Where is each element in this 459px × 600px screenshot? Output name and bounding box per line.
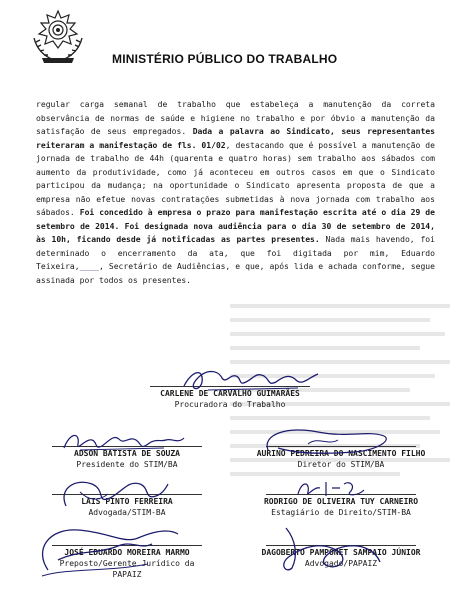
letterhead xyxy=(24,8,444,68)
signatory-name: LAIS PINTO FERREIRA xyxy=(81,497,173,506)
signatory-role: Presidente do STIM/BA xyxy=(76,460,178,469)
signature-block-aurino xyxy=(236,446,446,470)
signature-line xyxy=(266,494,416,495)
signature-block-lais xyxy=(22,494,232,518)
paragraph-segment: , destacando que é possível a manutenção de jornada de trabalho de 44h (quarenta e quatro horas) sem trabalho aos sábados com aumento da produtividade, como já aconteceu em outros casos em que o Sindicato participou da mudança; na oportunidade o Sindicato apresenta proposta de que a empresa não efetue novas contratações submetidas à nova jornada com trabalho aos sábados. xyxy=(36,140,435,217)
signature-line xyxy=(52,446,202,447)
coat-of-arms-seal-icon xyxy=(24,8,92,66)
signature-block-dagoberto xyxy=(236,545,446,569)
signature-block-adson xyxy=(22,446,232,470)
signatory-role: Estagiário de Direito/STIM-BA xyxy=(271,508,411,517)
signatory-name: RODRIGO DE OLIVEIRA TUY CARNEIRO xyxy=(263,497,419,506)
signatory-name: AURINO PEDREIRA DO NASCIMENTO FILHO xyxy=(256,449,426,458)
signature-block-procuradora xyxy=(60,386,400,410)
signatory-role-company: PAPAIZ xyxy=(112,570,142,579)
signature-line xyxy=(52,494,202,495)
signatory-role: Advogado/PAPAIZ xyxy=(304,559,378,568)
signatory-name: DAGOBERTO PAMPONET SAMPAIO JÚNIOR xyxy=(261,548,421,557)
signature-block-jose xyxy=(22,545,232,580)
paragraph-bold-segment: Dada a palavra ao Sindicato, seus representantes reiteraram a manifestação de fls. 01/02 xyxy=(36,127,436,150)
signature-line xyxy=(150,386,310,387)
inline-initials: ____ xyxy=(79,262,99,271)
signatory-role: Advogada/STIM-BA xyxy=(88,508,166,517)
paragraph-segment: Nada mais havendo, foi determinado o encerramento da ata, que foi digitada por mim, Eduardo Teixeira, xyxy=(36,235,435,271)
minutes-body xyxy=(36,98,435,287)
signatory-role: Preposto/Gerente Jurídico da xyxy=(59,559,195,568)
signatory-name: CARLENE DE CARVALHO GUIMARÃES xyxy=(160,389,300,398)
signature-line xyxy=(52,545,202,546)
signatory-role: Procuradora do Trabalho xyxy=(174,400,286,409)
organization-name: MINISTÉRIO PÚBLICO DO TRABALHO xyxy=(112,52,338,66)
signatory-name: ADSON BATISTA DE SOUZA xyxy=(74,449,180,458)
signature-line xyxy=(266,545,416,546)
signature-line xyxy=(266,446,416,447)
signatory-name: JOSÉ EDUARDO MOREIRA MARMO xyxy=(64,548,190,557)
paragraph-bold-segment: Foi concedido à empresa o prazo para manifestação escrita até o dia 29 de setembro de 2014. Foi designada nova audiência para o dia 30 de setembro de 2014, às 10h, ficando desde já notificadas as partes presentes. xyxy=(36,208,435,244)
paragraph-segment: , Secretário de Audiências, e que, após lida e achada conforme, segue assinada por todos os presentes. xyxy=(36,262,435,285)
signatory-role: Diretor do STIM/BA xyxy=(297,460,385,469)
paragraph-segment: regular carga semanal de trabalho que estabeleça a manutenção da correta observância de normas de saúde e higiene no trabalho e por óbvio a manutenção da satisfação de seus empregados. xyxy=(36,100,435,136)
signature-block-rodrigo xyxy=(236,494,446,518)
